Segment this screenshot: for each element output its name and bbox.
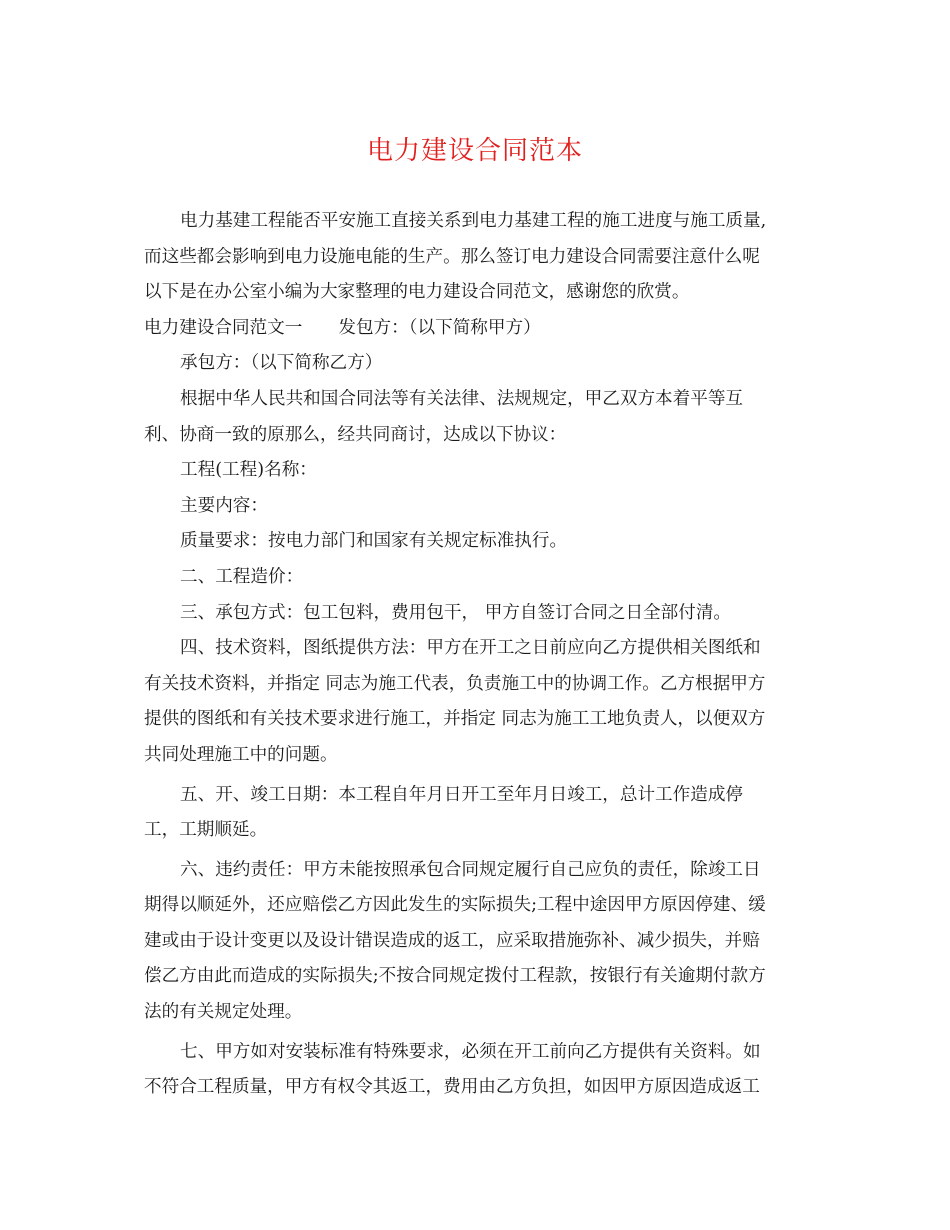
paragraph-line: 工，工期顺延。 [144,820,268,841]
paragraph-line: 电力基建工程能否平安施工直接关系到电力基建工程的施工进度与施工质量, [180,211,767,231]
paragraph-line: 以下是在办公室小编为大家整理的电力建设合同范文，感谢您的欣赏。 [144,282,690,303]
paragraph-line: 工程(工程)名称： [180,460,317,481]
paragraph-line: 建或由于设计变更以及设计错误造成的返工，应采取措施弥补、减少损失，并赔 [144,930,760,951]
paragraph-line: 期得以顺延外，还应赔偿乙方因此发生的实际损失;工程中途因甲方原因停建、缓 [144,895,766,916]
sample-heading: 电力建设合同范文一 [144,317,303,338]
document-body [144,204,812,1106]
contractor-a-label: 发包方：（以下简称甲方） [338,317,541,338]
heading-line [144,311,812,347]
paragraph-line: 七、甲方如对安装标准有特殊要求，必须在开工前向乙方提供有关资料。如 [180,1041,761,1062]
paragraph-line: 提供的图纸和有关技术要求进行施工，并指定 同志为施工工地负责人，以便双方 [144,709,766,730]
paragraph-line: 六、违约责任：甲方未能按照承包合同规定履行自己应负的责任，除竣工日 [180,859,761,880]
paragraph-line: 承包方：（以下简称乙方） [180,353,383,374]
paragraph-line: 偿乙方由此而造成的实际损失;不按合同规定拨付工程款，按银行有关逾期付款方 [144,966,766,987]
paragraph-line: 不符合工程质量，甲方有权令其返工，费用由乙方负担，如因甲方原因造成返工 [144,1077,760,1098]
paragraph-line: 而这些都会影响到电力设施电能的生产。那么签订电力建设合同需要注意什么呢 [144,246,760,267]
paragraph-line: 质量要求：按电力部门和国家有关规定标准执行。 [180,531,568,552]
paragraph-line: 三、承包方式：包工包料，费用包干， 甲方自签订合同之日全部付清。 [180,602,732,623]
paragraph-line: 五、开、竣工日期：本工程自年月日开工至年月日竣工，总计工作造成停 [180,784,744,805]
paragraph-line: 共同处理施工中的问题。 [144,744,338,765]
document-title: 电力建设合同范本 [366,136,583,166]
paragraph-line: 四、技术资料，图纸提供方法：甲方在开工之日前应向乙方提供相关图纸和 [180,638,761,659]
paragraph-line: 法的有关规定处理。 [144,1002,303,1023]
paragraph-line: 主要内容： [180,495,268,516]
paragraph-line: 二、工程造价： [180,566,304,587]
paragraph-line: 根据中华人民共和国合同法等有关法律、法规规定，甲乙双方本着平等互 [180,388,744,409]
paragraph-line: 有关技术资料，并指定 同志为施工代表，负责施工中的协调工作。乙方根据甲方 [144,673,766,694]
paragraph-line: 利、协商一致的原那么，经共同商讨，达成以下协议： [144,424,567,445]
